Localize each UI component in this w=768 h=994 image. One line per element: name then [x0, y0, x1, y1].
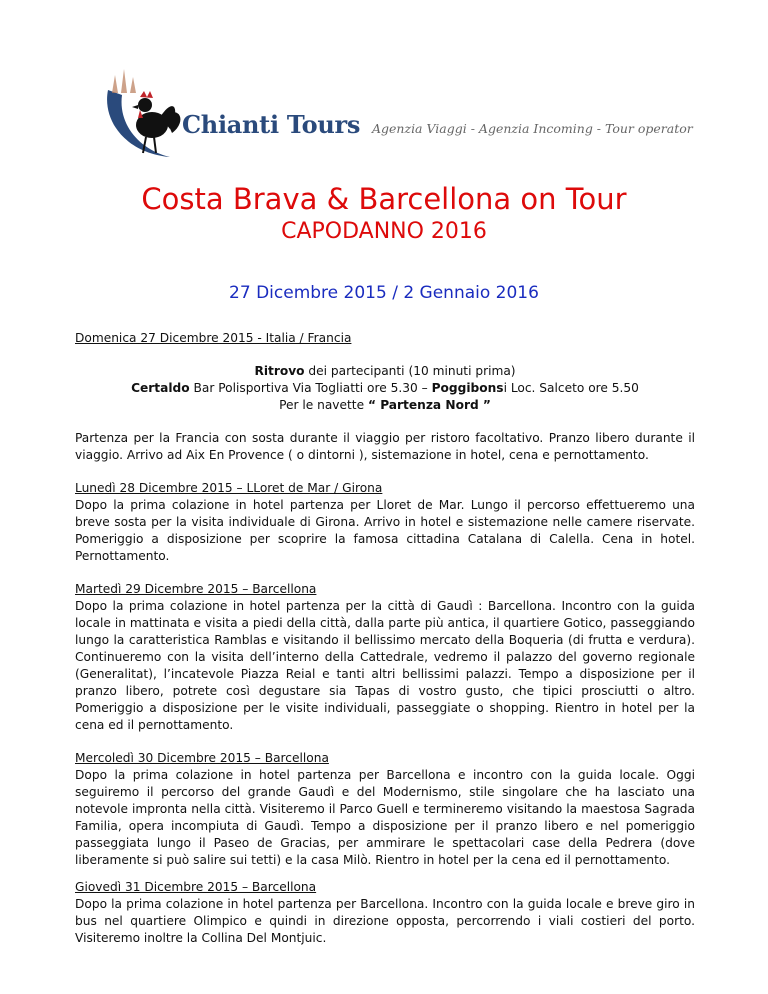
day-paragraph-2: Dopo la prima colazione in hotel partenza per Lloret de Mar. Lungo il percorso effettueremo una breve sosta per la visita individuale di Girona. Arrivo in hotel e sistemazione nelle camere riservate. Pomeriggio a disposizione per scoprire la famosa cittadina Catalana di Calella. Cena in hotel. Pernottamento. [75, 498, 695, 563]
day-paragraph-1: Partenza per la Francia con sosta durante il viaggio per ristoro facoltativo. Pranzo libero durante il viaggio. Arrivo ad Aix En Provence ( o dintorni ), sistemazione in hotel, cena e pernottamento. [75, 431, 695, 462]
day-paragraph-3: Dopo la prima colazione in hotel partenza per la città di Gaudì : Barcellona. Incontro con la guida locale in mattinata e visita a piedi della città, dalla parte più antica, il quartiere Gotico, passeggiando lungo la caratteristica Ramblas e visitando il bellissimo mercato della Boqueria (di frutta e verdura). Continueremo con la visita dell’interno della Cattedrale, vedremo il palazzo del governo regionale (Generalitat), l’incatevole Piazza Reial e tanti altri bellissimi palazzi. Tempo a disposizione per il pranzo libero, potrete così degustare sia Tapas di vostro gusto, che tipici prosciutti o altro. Pomeriggio a disposizione per le visite individuali, passeggiate o shopping. Rientro in hotel per la cena ed il pernottamento. [75, 599, 695, 732]
tour-dates: 27 Dicembre 2015 / 2 Gennaio 2016 [229, 283, 539, 303]
meeting-line: Ritrovo dei partecipanti (10 minuti prima) [254, 364, 516, 378]
day-paragraph-4: Dopo la prima colazione in hotel partenza per Barcellona e incontro con la guida locale. Oggi seguiremo il percorso del grande Gaudì e del Modernismo, stile singolare che ha lasciato una notevole impronta nella città. Visiteremo il Parco Guell e termineremo visitando la maestosa Sagrada Familia, opera incompiuta di Gaudì. Tempo a disposizione per il pranzo libero e nel pomeriggio passeggiata lungo il Paseo de Gracias, per ammirare le spettacolari case della Pedrera (dove liberamente si può salire sui tetti) e la casa Milò. Rientro in hotel per la cena ed il pernottamento. [75, 768, 695, 867]
day-heading-3: Martedì 29 Dicembre 2015 – Barcellona [75, 582, 317, 596]
day-heading-2: Lunedì 28 Dicembre 2015 – LLoret de Mar / Girona [75, 481, 383, 495]
partenza-nord-label: “ Partenza Nord ” [367, 398, 491, 412]
day-heading-5: Giovedì 31 Dicembre 2015 – Barcellona [75, 880, 317, 894]
shuttle-line: Per le navette “ Partenza Nord ” [279, 398, 491, 412]
day-heading-4: Mercoledì 30 Dicembre 2015 – Barcellona [75, 751, 329, 765]
day-paragraph-5: Dopo la prima colazione in hotel partenza per Barcellona. Incontro con la guida locale e breve giro in bus nel quartiere Olimpico e quindi in direzione opposta, percorrendo i viali costieri del porto. Visiteremo inoltre la Collina Del Montjuic. [75, 897, 695, 945]
day-heading-1: Domenica 27 Dicembre 2015 - Italia / Francia [75, 331, 352, 345]
poggibonsi-label: Poggibons [431, 381, 504, 395]
pickup-line: Certaldo Bar Polisportiva Via Togliatti ore 5.30 – Poggibonsi Loc. Salceto ore 5.50 [131, 381, 639, 395]
certaldo-label: Certaldo [131, 381, 190, 395]
itinerary-body [75, 330, 695, 947]
page-title: Costa Brava & Barcellona on Tour [141, 182, 627, 216]
brand-name: Chianti Tours [182, 110, 361, 139]
agency-tagline: Agenzia Viaggi - Agenzia Incoming - Tour operator [372, 121, 693, 136]
page-subtitle: CAPODANNO 2016 [281, 219, 487, 244]
ritrovo-label: Ritrovo [254, 364, 305, 378]
